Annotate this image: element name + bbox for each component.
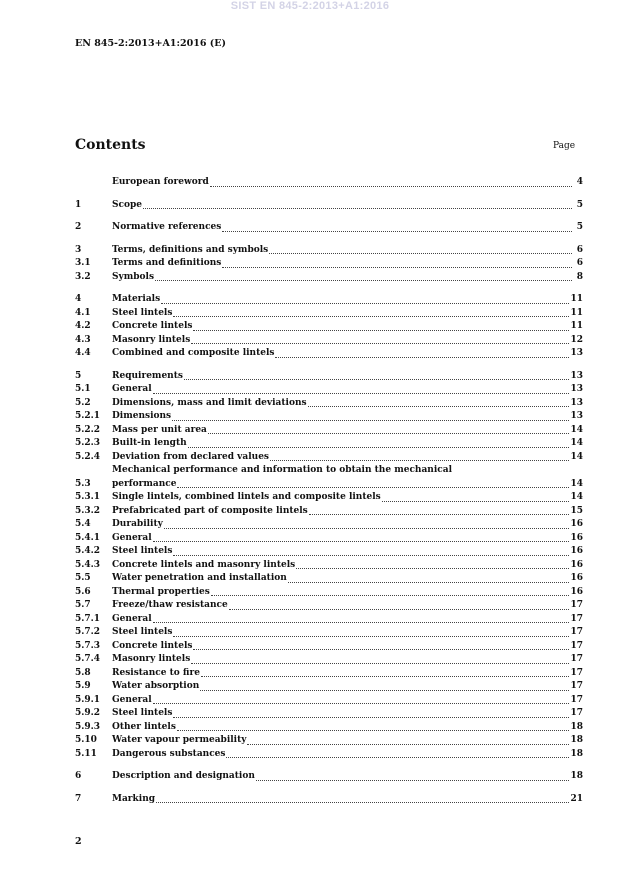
toc-entry-number: 5.3: [75, 478, 91, 489]
toc-entry[interactable]: [75, 244, 583, 258]
toc-entry-title: Concrete lintels: [112, 640, 193, 651]
toc-entry-title: General: [112, 694, 152, 705]
toc-entry[interactable]: [75, 640, 583, 654]
toc-entry[interactable]: [75, 347, 583, 361]
dot-leader: [191, 663, 569, 664]
dot-leader: [269, 253, 572, 254]
toc-entry-title: Dimensions, mass and limit deviations: [112, 397, 307, 408]
toc-entry-title-continued: performance: [112, 478, 177, 489]
toc-entry-title: Combined and composite lintels: [112, 348, 275, 358]
toc-entry[interactable]: [75, 505, 583, 519]
dot-leader: [309, 514, 570, 515]
toc-entry-number: 5.3.2: [75, 505, 101, 516]
toc-entry[interactable]: [75, 307, 583, 321]
toc-entry-title: Concrete lintels: [112, 321, 193, 331]
toc-entry-title: Steel lintels: [112, 307, 173, 318]
toc-entry-number: 4: [75, 294, 82, 304]
toc-entry-number: 5.7.3: [75, 640, 101, 651]
dot-leader: [382, 501, 570, 502]
toc-entry-number: 5.7.1: [75, 613, 101, 624]
toc-entry-title: Terms and definitions: [112, 258, 222, 268]
dot-leader: [308, 406, 570, 407]
dot-leader: [143, 208, 572, 209]
toc-entry-page: 17: [570, 640, 583, 651]
dot-leader: [184, 379, 570, 380]
toc-entry-page: 16: [570, 573, 583, 583]
toc-entry-page: 12: [570, 334, 583, 345]
toc-entry[interactable]: [75, 397, 583, 411]
toc-entry-title: Water penetration and installation: [112, 573, 287, 583]
dot-leader: [191, 343, 569, 344]
toc-entry-number: 5.9.1: [75, 694, 101, 705]
toc-entry-page: 13: [570, 370, 583, 381]
toc-entry[interactable]: [75, 559, 583, 573]
toc-entry-page: 16: [570, 519, 583, 529]
toc-entry[interactable]: [75, 532, 583, 546]
toc-entry-page: 6: [576, 258, 583, 268]
toc-entry-number: 5.1: [75, 384, 91, 394]
toc-entry-number: 5.2.3: [75, 438, 101, 448]
dot-leader: [201, 676, 570, 677]
document-id: EN 845-2:2013+A1:2016 (E): [75, 38, 226, 49]
toc-entry[interactable]: [75, 199, 583, 213]
toc-entry-page: 16: [570, 559, 583, 570]
toc-entry-number: 5.7.4: [75, 654, 101, 664]
dot-leader: [153, 622, 570, 623]
toc-entry-title: Built-in length: [112, 438, 187, 448]
toc-entry-number: 5.2.4: [75, 451, 101, 462]
toc-entry[interactable]: [75, 734, 583, 748]
dot-leader: [153, 703, 570, 704]
toc-entry-title: Other lintels: [112, 721, 176, 732]
dot-leader: [156, 802, 569, 803]
toc-entry-title: Marking: [112, 793, 156, 804]
toc-entry-number: 5.8: [75, 667, 91, 678]
dot-leader: [161, 303, 569, 304]
toc-entry-page: 18: [570, 721, 583, 732]
toc-entry[interactable]: [75, 667, 583, 681]
toc-entry[interactable]: [75, 721, 583, 735]
toc-entry[interactable]: [75, 545, 583, 559]
dot-leader: [173, 555, 569, 556]
toc-entry-number: 5.4.3: [75, 559, 101, 570]
toc-entry-number: 5.4.2: [75, 546, 101, 556]
toc-entry[interactable]: [75, 176, 583, 190]
dot-leader: [208, 433, 570, 434]
toc-entry-title: Materials: [112, 294, 161, 304]
toc-entry[interactable]: [75, 410, 583, 424]
toc-entry-page: 17: [570, 667, 583, 678]
toc-entry[interactable]: [75, 437, 583, 451]
toc-entry-number: 5.4.1: [75, 532, 101, 543]
toc-entry-page: 11: [570, 294, 583, 304]
toc-entry-page: 14: [570, 492, 583, 502]
dot-leader: [173, 717, 569, 718]
toc-entry-title: Requirements: [112, 370, 183, 381]
toc-entry[interactable]: [75, 626, 583, 640]
dot-leader: [188, 447, 570, 448]
toc-entry[interactable]: [75, 586, 583, 600]
page-number: 2: [75, 836, 82, 847]
toc-entry-title: Steel lintels: [112, 546, 173, 556]
dot-leader: [200, 690, 569, 691]
toc-entry-title: Steel lintels: [112, 708, 173, 718]
toc-entry[interactable]: [75, 271, 583, 285]
toc-entry[interactable]: [75, 518, 583, 532]
toc-entry-title: Dangerous substances: [112, 748, 226, 759]
toc-entry-number: 3.1: [75, 258, 91, 268]
dot-leader: [172, 420, 569, 421]
toc-entry-number: 3.2: [75, 271, 91, 282]
toc-entry-number: 4.4: [75, 348, 91, 358]
toc-entry-number: 3: [75, 244, 82, 255]
toc-entry[interactable]: [75, 694, 583, 708]
dot-leader: [256, 780, 570, 781]
dot-leader: [153, 393, 570, 394]
toc-entry-title: Water vapour permeability: [112, 735, 247, 745]
toc-entry-page: 14: [570, 478, 583, 489]
toc-entry-page: 15: [570, 505, 583, 516]
toc-entry-page: 8: [576, 271, 583, 282]
toc-entry-page: 18: [570, 735, 583, 745]
toc-entry-page: 17: [570, 708, 583, 718]
toc-entry-page: 17: [570, 627, 583, 637]
toc-entry-page: 5: [576, 199, 583, 210]
toc-entry[interactable]: [75, 707, 583, 721]
toc-entry-page: 17: [570, 654, 583, 664]
toc-entry-title: Normative references: [112, 222, 222, 232]
toc-entry[interactable]: [75, 464, 583, 491]
toc-entry-number: 5.2: [75, 397, 91, 408]
toc-entry-page: 6: [576, 244, 583, 255]
contents-heading: Contents: [75, 137, 146, 153]
toc-entry-number: 4.1: [75, 307, 91, 318]
toc-entry-title: Single lintels, combined lintels and composite lintels: [112, 492, 381, 502]
toc-entry-title: Concrete lintels and masonry lintels: [112, 559, 296, 570]
toc-entry-number: 5.2.1: [75, 411, 101, 421]
toc-entry[interactable]: [75, 293, 583, 307]
toc-entry[interactable]: [75, 599, 583, 613]
toc-entry[interactable]: [75, 770, 583, 784]
toc-entry-page: 14: [570, 451, 583, 462]
toc-entry-page: 5: [576, 222, 583, 232]
dot-leader: [193, 649, 569, 650]
toc-entry[interactable]: [75, 334, 583, 348]
toc-entry[interactable]: [75, 748, 583, 762]
toc-entry-number: 7: [75, 793, 82, 804]
toc-entry-page: 11: [570, 321, 583, 331]
dot-leader: [229, 609, 570, 610]
toc-entry-number: 5.9: [75, 681, 91, 691]
toc-entry[interactable]: [75, 653, 583, 667]
toc-entry-title: Steel lintels: [112, 627, 173, 637]
toc-entry-title: Durability: [112, 519, 163, 529]
toc-entry-page: 4: [576, 177, 583, 187]
toc-entry-number: 5.5: [75, 573, 91, 583]
dot-leader: [173, 316, 569, 317]
dot-leader: [153, 541, 570, 542]
toc-entry-number: 5.7.2: [75, 627, 101, 637]
toc-entry-page: 21: [570, 793, 583, 804]
toc-entry-page: 16: [570, 532, 583, 543]
toc-entry-title: Prefabricated part of composite lintels: [112, 505, 308, 516]
toc-entry-page: 17: [570, 600, 583, 610]
toc-entry-title: Masonry lintels: [112, 654, 191, 664]
toc-entry-title: Resistance to fire: [112, 667, 200, 678]
dot-leader: [288, 582, 570, 583]
toc-entry-title: Symbols: [112, 271, 155, 282]
toc-entry-page: 14: [570, 438, 583, 448]
dot-leader: [270, 460, 569, 461]
toc-entry[interactable]: [75, 424, 583, 438]
dot-leader: [247, 744, 569, 745]
toc-entry-number: 5.2.2: [75, 424, 101, 435]
toc-entry-title: Mass per unit area: [112, 424, 207, 435]
toc-entry[interactable]: [75, 793, 583, 807]
toc-entry-title: Masonry lintels: [112, 334, 191, 345]
toc-entry-number: 1: [75, 199, 82, 210]
toc-entry-title: Deviation from declared values: [112, 451, 269, 462]
toc-entry-page: 17: [570, 613, 583, 624]
toc-entry[interactable]: [75, 221, 583, 235]
toc-entry-title: European foreword: [112, 177, 209, 187]
toc-entry-number: 5.6: [75, 586, 91, 597]
toc-entry-title: Mechanical performance and information to obtain the mechanical: [112, 465, 453, 475]
dot-leader: [155, 280, 572, 281]
toc-entry-number: 5.7: [75, 600, 91, 610]
toc-entry-number: 4.2: [75, 321, 91, 331]
dot-leader: [222, 231, 572, 232]
toc-entry-title: Thermal properties: [112, 586, 210, 597]
dot-leader: [222, 267, 572, 268]
toc-entry-number: 5.9.3: [75, 721, 101, 732]
toc-entry[interactable]: [75, 370, 583, 384]
toc-entry-page: 14: [570, 424, 583, 435]
dot-leader: [275, 357, 569, 358]
dot-leader: [177, 487, 569, 488]
toc-entry[interactable]: [75, 572, 583, 586]
toc-entry-page: 17: [570, 694, 583, 705]
toc-entry-title: General: [112, 532, 152, 543]
toc-entry-title: Terms, definitions and symbols: [112, 244, 269, 255]
watermark: SIST EN 845-2:2013+A1:2016: [230, 0, 390, 12]
dot-leader: [211, 595, 570, 596]
toc-entry-title: Water absorption: [112, 681, 200, 691]
dot-leader: [226, 757, 569, 758]
toc-entry-page: 13: [570, 384, 583, 394]
toc-entry-page: 11: [570, 307, 583, 318]
dot-leader: [193, 330, 569, 331]
toc-entry-number: 5.11: [75, 748, 97, 759]
toc-entry-number: 5.3.1: [75, 492, 101, 502]
dot-leader: [164, 528, 570, 529]
toc-entry-number: 5: [75, 370, 82, 381]
toc-entry-number: 5.4: [75, 519, 91, 529]
toc-entry[interactable]: [75, 613, 583, 627]
toc-entry[interactable]: [75, 320, 583, 334]
toc-entry-page: 13: [570, 397, 583, 408]
toc-entry-number: 5.10: [75, 735, 97, 745]
toc-entry-page: 13: [570, 348, 583, 358]
toc-entry-page: 18: [570, 748, 583, 759]
toc-entry-page: 16: [570, 586, 583, 597]
toc-entry-title: Dimensions: [112, 411, 172, 421]
toc-entry-title: General: [112, 613, 152, 624]
toc-entry-number: 2: [75, 222, 82, 232]
toc-entry[interactable]: [75, 383, 583, 397]
toc-entry-title: Freeze/thaw resistance: [112, 600, 228, 610]
toc-entry-number: 5.9.2: [75, 708, 101, 718]
toc-entry-page: 18: [570, 771, 583, 781]
toc-entry[interactable]: [75, 451, 583, 465]
dot-leader: [177, 730, 570, 731]
table-of-contents: [75, 176, 583, 806]
toc-entry-number: 6: [75, 771, 82, 781]
toc-entry[interactable]: [75, 491, 583, 505]
dot-leader: [173, 636, 569, 637]
toc-entry-number: 4.3: [75, 334, 91, 345]
toc-entry-page: 17: [570, 681, 583, 691]
toc-entry-title: General: [112, 384, 152, 394]
dot-leader: [210, 186, 572, 187]
toc-entry-page: 13: [570, 411, 583, 421]
toc-entry[interactable]: [75, 257, 583, 271]
page-column-label: Page: [553, 141, 576, 151]
toc-entry[interactable]: [75, 680, 583, 694]
dot-leader: [296, 568, 569, 569]
toc-entry-title: Description and designation: [112, 771, 255, 781]
toc-entry-page: 16: [570, 546, 583, 556]
toc-entry-title: Scope: [112, 199, 143, 210]
